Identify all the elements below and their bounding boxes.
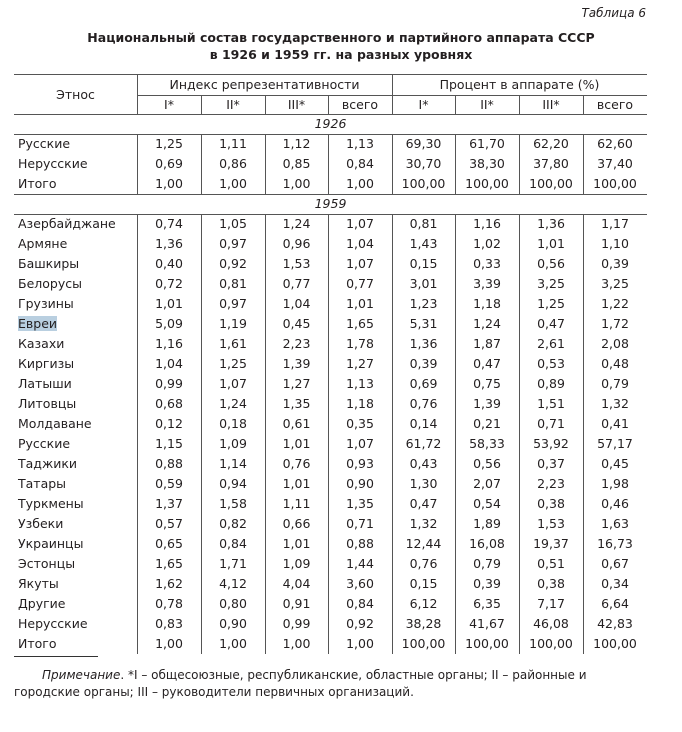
table-cell: 12,44 xyxy=(405,536,442,551)
table-cell: 1,24 xyxy=(282,216,311,231)
table-cell: 0,43 xyxy=(409,456,438,471)
table-cell: 2,23 xyxy=(282,336,311,351)
row-label: Узбеки xyxy=(18,516,64,531)
table-cell: 1,01 xyxy=(282,436,311,451)
column-divider xyxy=(265,214,266,654)
rule-section xyxy=(14,214,647,215)
table-cell: 0,82 xyxy=(219,516,247,531)
table-cell: 100,00 xyxy=(401,176,446,191)
table-cell: 1,25 xyxy=(155,136,183,151)
footnote-rule xyxy=(14,656,98,657)
table-cell: 0,48 xyxy=(601,356,629,371)
table-cell: 100,00 xyxy=(529,636,573,651)
header-sub-percent-3: III* xyxy=(542,97,560,112)
table-cell: 0,76 xyxy=(282,456,311,471)
table-cell: 1,04 xyxy=(282,296,311,311)
table-cell: 0,41 xyxy=(601,416,629,431)
table-cell: 1,58 xyxy=(219,496,247,511)
column-divider xyxy=(583,95,584,114)
table-cell: 0,18 xyxy=(219,416,247,431)
table-cell: 1,00 xyxy=(155,636,183,651)
row-label: Литовцы xyxy=(18,396,77,411)
row-label: Украинцы xyxy=(18,536,84,551)
row-label: Русские xyxy=(18,436,71,451)
table-cell: 0,77 xyxy=(282,276,311,291)
column-divider xyxy=(137,74,138,114)
table-title xyxy=(0,29,682,63)
table-cell: 0,39 xyxy=(473,576,501,591)
table-cell: 58,33 xyxy=(469,436,505,451)
table-cell: 100,00 xyxy=(593,176,637,191)
column-divider xyxy=(455,95,456,114)
table-cell: 1,43 xyxy=(409,236,438,251)
table-cell: 1,24 xyxy=(473,316,501,331)
table-cell: 1,65 xyxy=(155,556,183,571)
table-cell: 1,39 xyxy=(282,356,311,371)
table-cell: 0,99 xyxy=(282,616,311,631)
table-cell: 16,73 xyxy=(597,536,633,551)
table-cell: 100,00 xyxy=(529,176,573,191)
table-cell: 42,83 xyxy=(597,616,633,631)
table-cell: 30,70 xyxy=(405,156,442,171)
table-cell: 0,76 xyxy=(409,556,438,571)
table-cell: 3,39 xyxy=(473,276,501,291)
rule-header-bottom xyxy=(14,114,647,115)
table-cell: 0,72 xyxy=(155,276,183,291)
column-divider xyxy=(519,95,520,114)
table-cell: 1,13 xyxy=(346,376,374,391)
table-cell: 0,38 xyxy=(537,576,565,591)
table-cell: 0,38 xyxy=(537,496,565,511)
table-cell: 1,27 xyxy=(282,376,311,391)
table-cell: 0,99 xyxy=(155,376,183,391)
table-cell: 0,97 xyxy=(219,236,247,251)
header-sub-index-1: I* xyxy=(164,97,174,112)
row-label: Киргизы xyxy=(18,356,75,371)
table-cell: 0,79 xyxy=(473,556,501,571)
table-cell: 1,89 xyxy=(473,516,501,531)
column-divider xyxy=(455,134,456,194)
section-year: 1959 xyxy=(314,196,347,211)
table-cell: 2,61 xyxy=(537,336,565,351)
table-cell: 1,37 xyxy=(155,496,183,511)
table-cell: 0,39 xyxy=(409,356,438,371)
table-cell: 16,08 xyxy=(469,536,505,551)
table-cell: 1,16 xyxy=(155,336,183,351)
table-cell: 0,83 xyxy=(155,616,183,631)
table-cell: 0,80 xyxy=(219,596,247,611)
rule-section-end xyxy=(14,194,647,195)
table-cell: 62,60 xyxy=(597,136,633,151)
header-sub-percent-1: I* xyxy=(418,97,429,112)
table-cell: 1,32 xyxy=(409,516,438,531)
table-cell: 1,07 xyxy=(346,216,374,231)
table-cell: 69,30 xyxy=(405,136,442,151)
table-cell: 0,85 xyxy=(282,156,311,171)
table-cell: 0,46 xyxy=(601,496,629,511)
table-cell: 100,00 xyxy=(465,636,509,651)
table-cell: 1,09 xyxy=(282,556,311,571)
table-cell: 0,93 xyxy=(346,456,374,471)
table-cell: 1,00 xyxy=(346,176,374,191)
table-cell: 37,80 xyxy=(533,156,569,171)
table-cell: 1,78 xyxy=(346,336,374,351)
table-cell: 1,18 xyxy=(346,396,374,411)
row-label: Армяне xyxy=(18,236,68,251)
table-cell: 1,22 xyxy=(601,296,629,311)
table-cell: 6,64 xyxy=(601,596,629,611)
table-cell: 1,61 xyxy=(219,336,247,351)
table-cell: 0,33 xyxy=(473,256,501,271)
table-cell: 0,68 xyxy=(155,396,183,411)
table-cell: 1,19 xyxy=(219,316,247,331)
table-cell: 0,77 xyxy=(346,276,374,291)
row-label: Белорусы xyxy=(18,276,82,291)
row-label: Башкиры xyxy=(18,256,80,271)
table-cell: 1,00 xyxy=(219,636,247,651)
table-cell: 0,35 xyxy=(346,416,374,431)
header-sub-index-2: II* xyxy=(226,97,240,112)
table-cell: 1,30 xyxy=(409,476,438,491)
table-cell: 0,86 xyxy=(219,156,247,171)
column-divider xyxy=(583,214,584,654)
row-label: Молдаване xyxy=(18,416,92,431)
row-label: Латыши xyxy=(18,376,72,391)
table-cell: 1,98 xyxy=(601,476,629,491)
table-cell: 4,04 xyxy=(282,576,311,591)
table-cell: 100,00 xyxy=(465,176,509,191)
table-cell: 0,47 xyxy=(537,316,565,331)
table-cell: 57,17 xyxy=(597,436,633,451)
column-divider xyxy=(265,95,266,114)
table-cell: 3,25 xyxy=(537,276,565,291)
highlighted-text[interactable]: Евреи xyxy=(18,316,58,331)
table-cell: 3,60 xyxy=(346,576,374,591)
column-divider xyxy=(328,95,329,114)
rule-top xyxy=(14,74,647,75)
table-cell: 1,02 xyxy=(473,236,501,251)
row-label: Татары xyxy=(18,476,67,491)
table-cell: 1,32 xyxy=(601,396,629,411)
table-cell: 0,74 xyxy=(155,216,183,231)
row-label: Туркмены xyxy=(18,496,84,511)
table-cell: 0,54 xyxy=(473,496,501,511)
table-cell: 5,31 xyxy=(409,316,438,331)
row-label xyxy=(14,314,57,334)
table-cell: 1,11 xyxy=(282,496,311,511)
table-cell: 1,23 xyxy=(409,296,438,311)
table-cell: 37,40 xyxy=(597,156,633,171)
table-cell: 1,10 xyxy=(601,236,629,251)
table-cell: 0,57 xyxy=(155,516,183,531)
header-sub-index-4: всего xyxy=(341,97,379,112)
table-cell: 1,05 xyxy=(219,216,247,231)
header-ethnos: Этнос xyxy=(56,87,95,102)
rule-section xyxy=(14,134,647,135)
table-cell: 0,21 xyxy=(473,416,501,431)
table-cell: 1,51 xyxy=(537,396,565,411)
table-cell: 1,71 xyxy=(219,556,247,571)
row-label: Нерусские xyxy=(18,616,88,631)
table-cell: 1,16 xyxy=(473,216,501,231)
row-label: Якуты xyxy=(18,576,59,591)
table-cell: 1,14 xyxy=(219,456,247,471)
table-cell: 0,81 xyxy=(409,216,438,231)
table-cell: 1,07 xyxy=(219,376,247,391)
table-cell: 0,53 xyxy=(537,356,565,371)
table-cell: 1,35 xyxy=(282,396,311,411)
table-cell: 0,39 xyxy=(601,256,629,271)
table-cell: 0,61 xyxy=(282,416,311,431)
table-cell: 0,69 xyxy=(409,376,438,391)
table-cell: 0,67 xyxy=(601,556,629,571)
column-divider xyxy=(201,214,202,654)
table-cell: 2,23 xyxy=(537,476,565,491)
table-cell: 1,00 xyxy=(155,176,183,191)
table-cell: 0,84 xyxy=(346,596,374,611)
column-divider xyxy=(201,134,202,194)
section-year: 1926 xyxy=(314,116,347,131)
table-cell: 1,87 xyxy=(473,336,501,351)
table-cell: 0,89 xyxy=(537,376,565,391)
row-label: Итого xyxy=(18,176,57,191)
table-cell: 0,65 xyxy=(155,536,183,551)
column-divider xyxy=(328,134,329,194)
table-cell: 0,34 xyxy=(601,576,629,591)
footnote-text: . *I – общесоюзные, республиканские, областные органы; II – районные и городские органы; III – руководители первичных организаций. xyxy=(14,668,587,699)
table-cell: 41,67 xyxy=(469,616,505,631)
table-cell: 2,08 xyxy=(601,336,629,351)
table-cell: 1,24 xyxy=(219,396,247,411)
column-divider xyxy=(137,214,138,654)
column-divider xyxy=(392,134,393,194)
table-cell: 1,63 xyxy=(601,516,629,531)
table-cell: 0,45 xyxy=(601,456,629,471)
column-divider xyxy=(519,214,520,654)
table-cell: 0,90 xyxy=(346,476,374,491)
table-cell: 0,88 xyxy=(155,456,183,471)
row-label: Другие xyxy=(18,596,66,611)
table-cell: 1,13 xyxy=(346,136,374,151)
table-cell: 1,36 xyxy=(155,236,183,251)
table-cell: 4,12 xyxy=(219,576,247,591)
table-cell: 1,01 xyxy=(282,476,311,491)
table-cell: 0,84 xyxy=(346,156,374,171)
table-cell: 38,30 xyxy=(469,156,505,171)
table-cell: 0,71 xyxy=(346,516,374,531)
table-cell: 1,04 xyxy=(155,356,183,371)
table-cell: 1,00 xyxy=(219,176,247,191)
table-cell: 38,28 xyxy=(405,616,442,631)
header-group-percent: Процент в аппарате (%) xyxy=(439,77,600,92)
table-cell: 1,09 xyxy=(219,436,247,451)
table-cell: 1,36 xyxy=(409,336,438,351)
table-cell: 0,78 xyxy=(155,596,183,611)
table-cell: 0,56 xyxy=(473,456,501,471)
table-cell: 1,44 xyxy=(346,556,374,571)
column-divider xyxy=(328,214,329,654)
table-cell: 100,00 xyxy=(593,636,637,651)
column-divider xyxy=(392,214,393,654)
column-divider xyxy=(455,214,456,654)
table-cell: 0,37 xyxy=(537,456,565,471)
table-cell: 2,07 xyxy=(473,476,501,491)
table-cell: 0,59 xyxy=(155,476,183,491)
table-cell: 0,92 xyxy=(346,616,374,631)
table-cell: 46,08 xyxy=(533,616,569,631)
table-cell: 6,12 xyxy=(409,596,438,611)
footnote-label: Примечание xyxy=(42,668,121,682)
table-cell: 1,17 xyxy=(601,216,629,231)
row-label: Азербайджане xyxy=(18,216,116,231)
row-label: Таджики xyxy=(18,456,77,471)
row-label: Нерусские xyxy=(18,156,88,171)
table-cell: 0,92 xyxy=(219,256,247,271)
table-cell: 1,00 xyxy=(282,636,311,651)
table-cell: 1,07 xyxy=(346,256,374,271)
table-cell: 1,35 xyxy=(346,496,374,511)
table-cell: 61,72 xyxy=(405,436,442,451)
column-divider xyxy=(519,134,520,194)
table-cell: 0,66 xyxy=(282,516,311,531)
table-cell: 53,92 xyxy=(533,436,569,451)
table-cell: 1,11 xyxy=(219,136,247,151)
table-cell: 0,75 xyxy=(473,376,501,391)
table-cell: 0,47 xyxy=(409,496,438,511)
table-cell: 0,14 xyxy=(409,416,438,431)
table-cell: 0,84 xyxy=(219,536,247,551)
table-cell: 5,09 xyxy=(155,316,183,331)
row-label: Русские xyxy=(18,136,71,151)
table-cell: 3,01 xyxy=(409,276,438,291)
table-cell: 0,56 xyxy=(537,256,565,271)
header-sub-index-3: III* xyxy=(287,97,306,112)
table-cell: 100,00 xyxy=(401,636,446,651)
column-divider xyxy=(137,134,138,194)
table-cell: 1,01 xyxy=(155,296,183,311)
column-divider xyxy=(201,95,202,114)
row-label: Эстонцы xyxy=(18,556,76,571)
table-cell: 0,96 xyxy=(282,236,311,251)
table-cell: 0,91 xyxy=(282,596,311,611)
table-cell: 1,62 xyxy=(155,576,183,591)
footnote xyxy=(14,667,650,701)
table-cell: 62,20 xyxy=(533,136,569,151)
table-cell: 1,15 xyxy=(155,436,183,451)
table-cell: 1,12 xyxy=(282,136,311,151)
table-cell: 1,00 xyxy=(346,636,374,651)
table-cell: 0,90 xyxy=(219,616,247,631)
table-cell: 0,76 xyxy=(409,396,438,411)
table-cell: 0,97 xyxy=(219,296,247,311)
table-cell: 6,35 xyxy=(473,596,501,611)
title-line-1: Национальный состав государственного и партийного аппарата СССР xyxy=(87,30,595,45)
title-line-2: в 1926 и 1959 гг. на разных уровнях xyxy=(209,47,473,62)
table-cell: 0,40 xyxy=(155,256,183,271)
table-cell: 0,88 xyxy=(346,536,374,551)
table-cell: 3,25 xyxy=(601,276,629,291)
table-cell: 1,25 xyxy=(537,296,565,311)
row-label: Итого xyxy=(18,636,57,651)
row-label: Казахи xyxy=(18,336,65,351)
table-cell: 1,27 xyxy=(346,356,374,371)
column-divider xyxy=(583,134,584,194)
table-cell: 1,72 xyxy=(601,316,629,331)
column-divider xyxy=(392,74,393,114)
table-cell: 0,94 xyxy=(219,476,247,491)
table-cell: 1,00 xyxy=(282,176,311,191)
header-sub-percent-4: всего xyxy=(596,97,634,112)
table-cell: 1,04 xyxy=(346,236,374,251)
table-cell: 0,45 xyxy=(282,316,311,331)
header-sub-percent-2: II* xyxy=(480,97,494,112)
table-cell: 61,70 xyxy=(469,136,505,151)
header-group-index: Индекс репрезентативности xyxy=(169,77,360,92)
table-cell: 0,81 xyxy=(219,276,247,291)
table-cell: 0,79 xyxy=(601,376,629,391)
table-cell: 0,51 xyxy=(537,556,565,571)
table-cell: 1,53 xyxy=(282,256,311,271)
table-cell: 1,25 xyxy=(219,356,247,371)
table-cell: 1,39 xyxy=(473,396,501,411)
table-cell: 1,01 xyxy=(282,536,311,551)
table-cell: 0,15 xyxy=(409,576,438,591)
table-cell: 0,12 xyxy=(155,416,183,431)
table-cell: 1,01 xyxy=(537,236,565,251)
row-label: Грузины xyxy=(18,296,74,311)
table-cell: 19,37 xyxy=(533,536,569,551)
table-cell: 1,36 xyxy=(537,216,565,231)
table-caption: Таблица 6 xyxy=(581,6,646,20)
table-cell: 1,01 xyxy=(346,296,374,311)
table-cell: 0,47 xyxy=(473,356,501,371)
table-cell: 1,53 xyxy=(537,516,565,531)
table-cell: 0,69 xyxy=(155,156,183,171)
table-cell: 1,18 xyxy=(473,296,501,311)
table-cell: 1,07 xyxy=(346,436,374,451)
column-divider xyxy=(265,134,266,194)
table-cell: 7,17 xyxy=(537,596,565,611)
table-cell: 0,71 xyxy=(537,416,565,431)
table-cell: 0,15 xyxy=(409,256,438,271)
table-cell: 1,65 xyxy=(346,316,374,331)
